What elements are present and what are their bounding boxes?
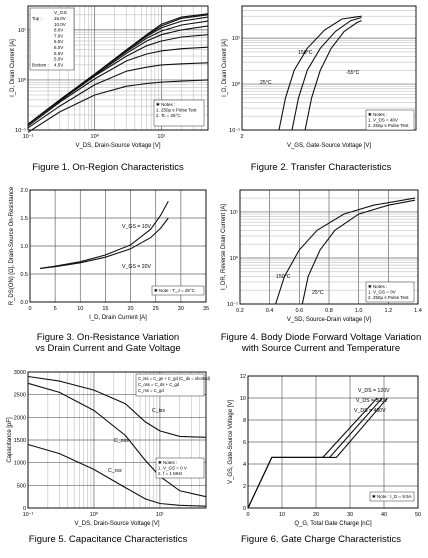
y-tick-label: 3000 <box>13 370 26 376</box>
figure-5-chart <box>4 368 212 530</box>
figure-4-caption: Figure 4. Body Diode Forward Voltage Variation with Source Current and Temperature <box>220 332 422 354</box>
y-tick-label: 10¹ <box>232 36 240 43</box>
y-tick-label: 1.5 <box>20 216 28 222</box>
legend-header: V_GS <box>54 11 67 16</box>
y-tick-label: 10⁻¹ <box>227 302 238 308</box>
y-tick-label: 10 <box>239 396 246 402</box>
y-tick-label: 8 <box>242 418 246 424</box>
legend-row-value: 6.0V <box>54 45 64 50</box>
y-tick-label: 10⁰ <box>229 255 238 262</box>
series-line <box>40 201 168 268</box>
x-tick-label: 50 <box>414 512 422 518</box>
y-axis-label: I_D, Drain Current [A] <box>10 39 16 97</box>
notes-line: 2. f = 1 MHz <box>158 471 183 476</box>
y-tick-label: 2 <box>242 484 246 490</box>
figure-1-panel <box>4 2 212 180</box>
notes-line: 1. V_GS = 0 V <box>158 465 187 471</box>
notes-line: 2. 250μ s Pulse Test <box>368 123 409 128</box>
notes-line: ✱ Notes : <box>368 284 388 289</box>
figure-1-caption: Figure 1. On-Region Characteristics <box>32 162 184 173</box>
legend-row-value: 15.0V <box>54 16 66 21</box>
x-tick-label: 1.0 <box>354 308 363 314</box>
figure-3-caption: Figure 3. On-Resistance Variation vs Drain Current and Gate Voltage <box>35 332 181 354</box>
x-tick-label: 15 <box>102 306 109 312</box>
x-tick-label: 10⁻¹ <box>22 512 34 518</box>
annotation-label: 150°C <box>276 274 291 280</box>
figure-4-chart <box>216 186 426 326</box>
legend-entry: C_rss = C_gd <box>138 388 164 393</box>
figure-1-chart <box>4 2 212 152</box>
notes-line: ✱ Note : I_D = 9.5A <box>372 494 412 499</box>
figure-6-caption: Figure 6. Gate Charge Characteristics <box>241 534 401 545</box>
x-tick-label: 0 <box>246 512 250 518</box>
x-tick-label: 10 <box>77 306 84 312</box>
y-tick-label: 500 <box>16 483 26 490</box>
x-tick-label: 10¹ <box>155 512 164 518</box>
x-tick-label: 1.2 <box>384 308 393 314</box>
y-tick-label: 4 <box>242 462 246 468</box>
y-tick-label: 0 <box>22 506 26 512</box>
annotation-label: 25°C <box>312 290 324 296</box>
y-tick-label: 10⁻¹ <box>229 128 240 134</box>
x-tick-label: 10⁰ <box>90 134 99 140</box>
annotation-label: C_rss <box>108 468 122 474</box>
x-axis-label: I_D, Drain Current [A] <box>89 315 147 321</box>
figure-2-caption: Figure 2. Transfer Characteristics <box>250 162 392 173</box>
x-tick-label: 0.2 <box>236 308 244 314</box>
y-tick-label: 10⁻¹ <box>15 128 26 134</box>
figure-6-panel <box>216 368 426 556</box>
x-axis-label: V_DS, Drain-Source Voltage [V] <box>75 143 161 149</box>
figure-2-panel <box>216 2 426 180</box>
x-tick-label: 30 <box>346 512 354 518</box>
x-axis-label: V_DS, Drain-Source Voltage [V] <box>74 521 160 527</box>
x-tick-label: 5 <box>53 306 57 312</box>
x-axis-label: V_GS, Gate-Source Voltage [V] <box>286 143 372 149</box>
x-tick-label: 1.4 <box>414 308 422 314</box>
y-tick-label: 2000 <box>13 415 26 422</box>
figure-2-chart <box>216 2 426 152</box>
figure-5-panel <box>4 368 212 556</box>
x-axis-label: V_SD, Source-Drain voltage [V] <box>286 317 372 323</box>
y-tick-label: 2.0 <box>20 188 28 194</box>
legend-row-value: 5.5V <box>54 50 64 56</box>
y-axis-label: Capacitance [pF] <box>7 417 13 463</box>
annotation-label: 150°C <box>298 50 313 56</box>
notes-line: 1. 250μ s Pulse Test <box>156 107 197 113</box>
annotation-label: V_GS = 20V <box>122 264 151 270</box>
notes-line: 2. Tc = 25°C <box>156 113 181 118</box>
figure-3-panel <box>4 186 212 366</box>
legend-row-value: 4.5V <box>54 62 64 68</box>
y-tick-label: 10¹ <box>230 209 238 216</box>
y-tick-label: 1500 <box>13 438 26 444</box>
y-tick-label: 6 <box>242 440 246 446</box>
annotation-label: V_GS = 10V <box>122 224 151 230</box>
figure-5-caption: Figure 5. Capacitance Characteristics <box>28 534 188 545</box>
legend-row-value: 6.5V <box>54 39 64 45</box>
x-tick-label: 0.4 <box>265 308 274 314</box>
annotation-label: V_DS = 300V <box>356 398 388 404</box>
notes-line: ✱ Notes : <box>156 102 176 107</box>
figure-4-panel <box>216 186 426 366</box>
series-line <box>248 398 377 508</box>
figure-3-chart <box>4 186 212 326</box>
x-tick-label: 2 <box>240 134 244 140</box>
legend-row-label: Bottom : <box>32 62 49 68</box>
legend-row-value: 5.0V <box>54 56 64 62</box>
y-tick-label: 0 <box>242 506 246 512</box>
notes-line: ✱ Notes : <box>158 460 178 465</box>
annotation-label: V_DS = 480V <box>354 408 386 414</box>
x-tick-label: 10¹ <box>157 134 166 140</box>
y-tick-label: 10¹ <box>18 27 26 34</box>
annotation-label: -55°C <box>346 70 360 76</box>
annotation-label: C_iss <box>152 408 165 414</box>
y-tick-label: 1.0 <box>20 244 28 250</box>
y-tick-label: 0.0 <box>20 300 28 306</box>
x-tick-label: 20 <box>312 512 320 518</box>
series-line <box>248 398 387 508</box>
legend-row-value: 8.0V <box>54 27 64 33</box>
x-tick-label: 0.8 <box>325 308 333 314</box>
y-axis-label: R_DS(ON) [Ω], Drain-Source On-Resistance <box>9 186 15 306</box>
notes-line: 1. V_DS = 40V <box>368 117 398 123</box>
y-tick-label: 12 <box>239 374 246 380</box>
x-tick-label: 30 <box>177 306 184 312</box>
y-axis-label: V_GS, Gate-Source Voltage [V] <box>228 399 234 485</box>
x-tick-label: 10⁻¹ <box>22 134 34 140</box>
annotation-label: V_DS = 120V <box>358 388 390 394</box>
x-tick-label: 0.6 <box>295 308 304 314</box>
annotation-label: 25°C <box>260 80 272 86</box>
legend-row-value: 10.0V <box>54 21 66 27</box>
figure-6-chart <box>216 368 426 530</box>
y-axis-label: I_D, Drain Current [A] <box>222 39 228 97</box>
notes-line: ✱ Notes : <box>368 112 388 117</box>
y-tick-label: 10⁰ <box>17 77 26 84</box>
notes-line: 1. V_GS = 0V <box>368 289 396 295</box>
x-tick-label: 25 <box>152 306 159 312</box>
legend-entry: C_iss = C_gs + C_gd (C_ds = shorted) <box>138 376 211 381</box>
x-tick-label: 10 <box>278 512 286 518</box>
x-tick-label: 35 <box>202 306 210 312</box>
x-tick-label: 0 <box>28 306 32 312</box>
notes-line: 2. 250μ s Pulse Test <box>368 295 409 300</box>
y-tick-label: 2500 <box>13 392 26 399</box>
legend-row-value: 7.0V <box>54 33 64 39</box>
x-tick-label: 20 <box>127 306 134 312</box>
x-tick-label: 10⁰ <box>89 512 99 518</box>
x-axis-label: Q_G, Total Gate Charge [nC] <box>294 521 372 527</box>
y-axis-label: I_DR, Reverse Drain Current [A] <box>221 203 227 291</box>
x-tick-label: 40 <box>380 512 388 518</box>
y-tick-label: 1000 <box>13 460 26 467</box>
annotation-label: C_oss <box>114 438 129 444</box>
legend-entry: C_oss = C_ds + C_gd <box>138 382 180 387</box>
legend-row-label: Top : <box>32 16 42 21</box>
y-tick-label: 10⁰ <box>231 82 240 89</box>
y-tick-label: 0.5 <box>20 272 28 278</box>
notes-line: ✱ Note : T_J = 25°C <box>154 288 195 293</box>
